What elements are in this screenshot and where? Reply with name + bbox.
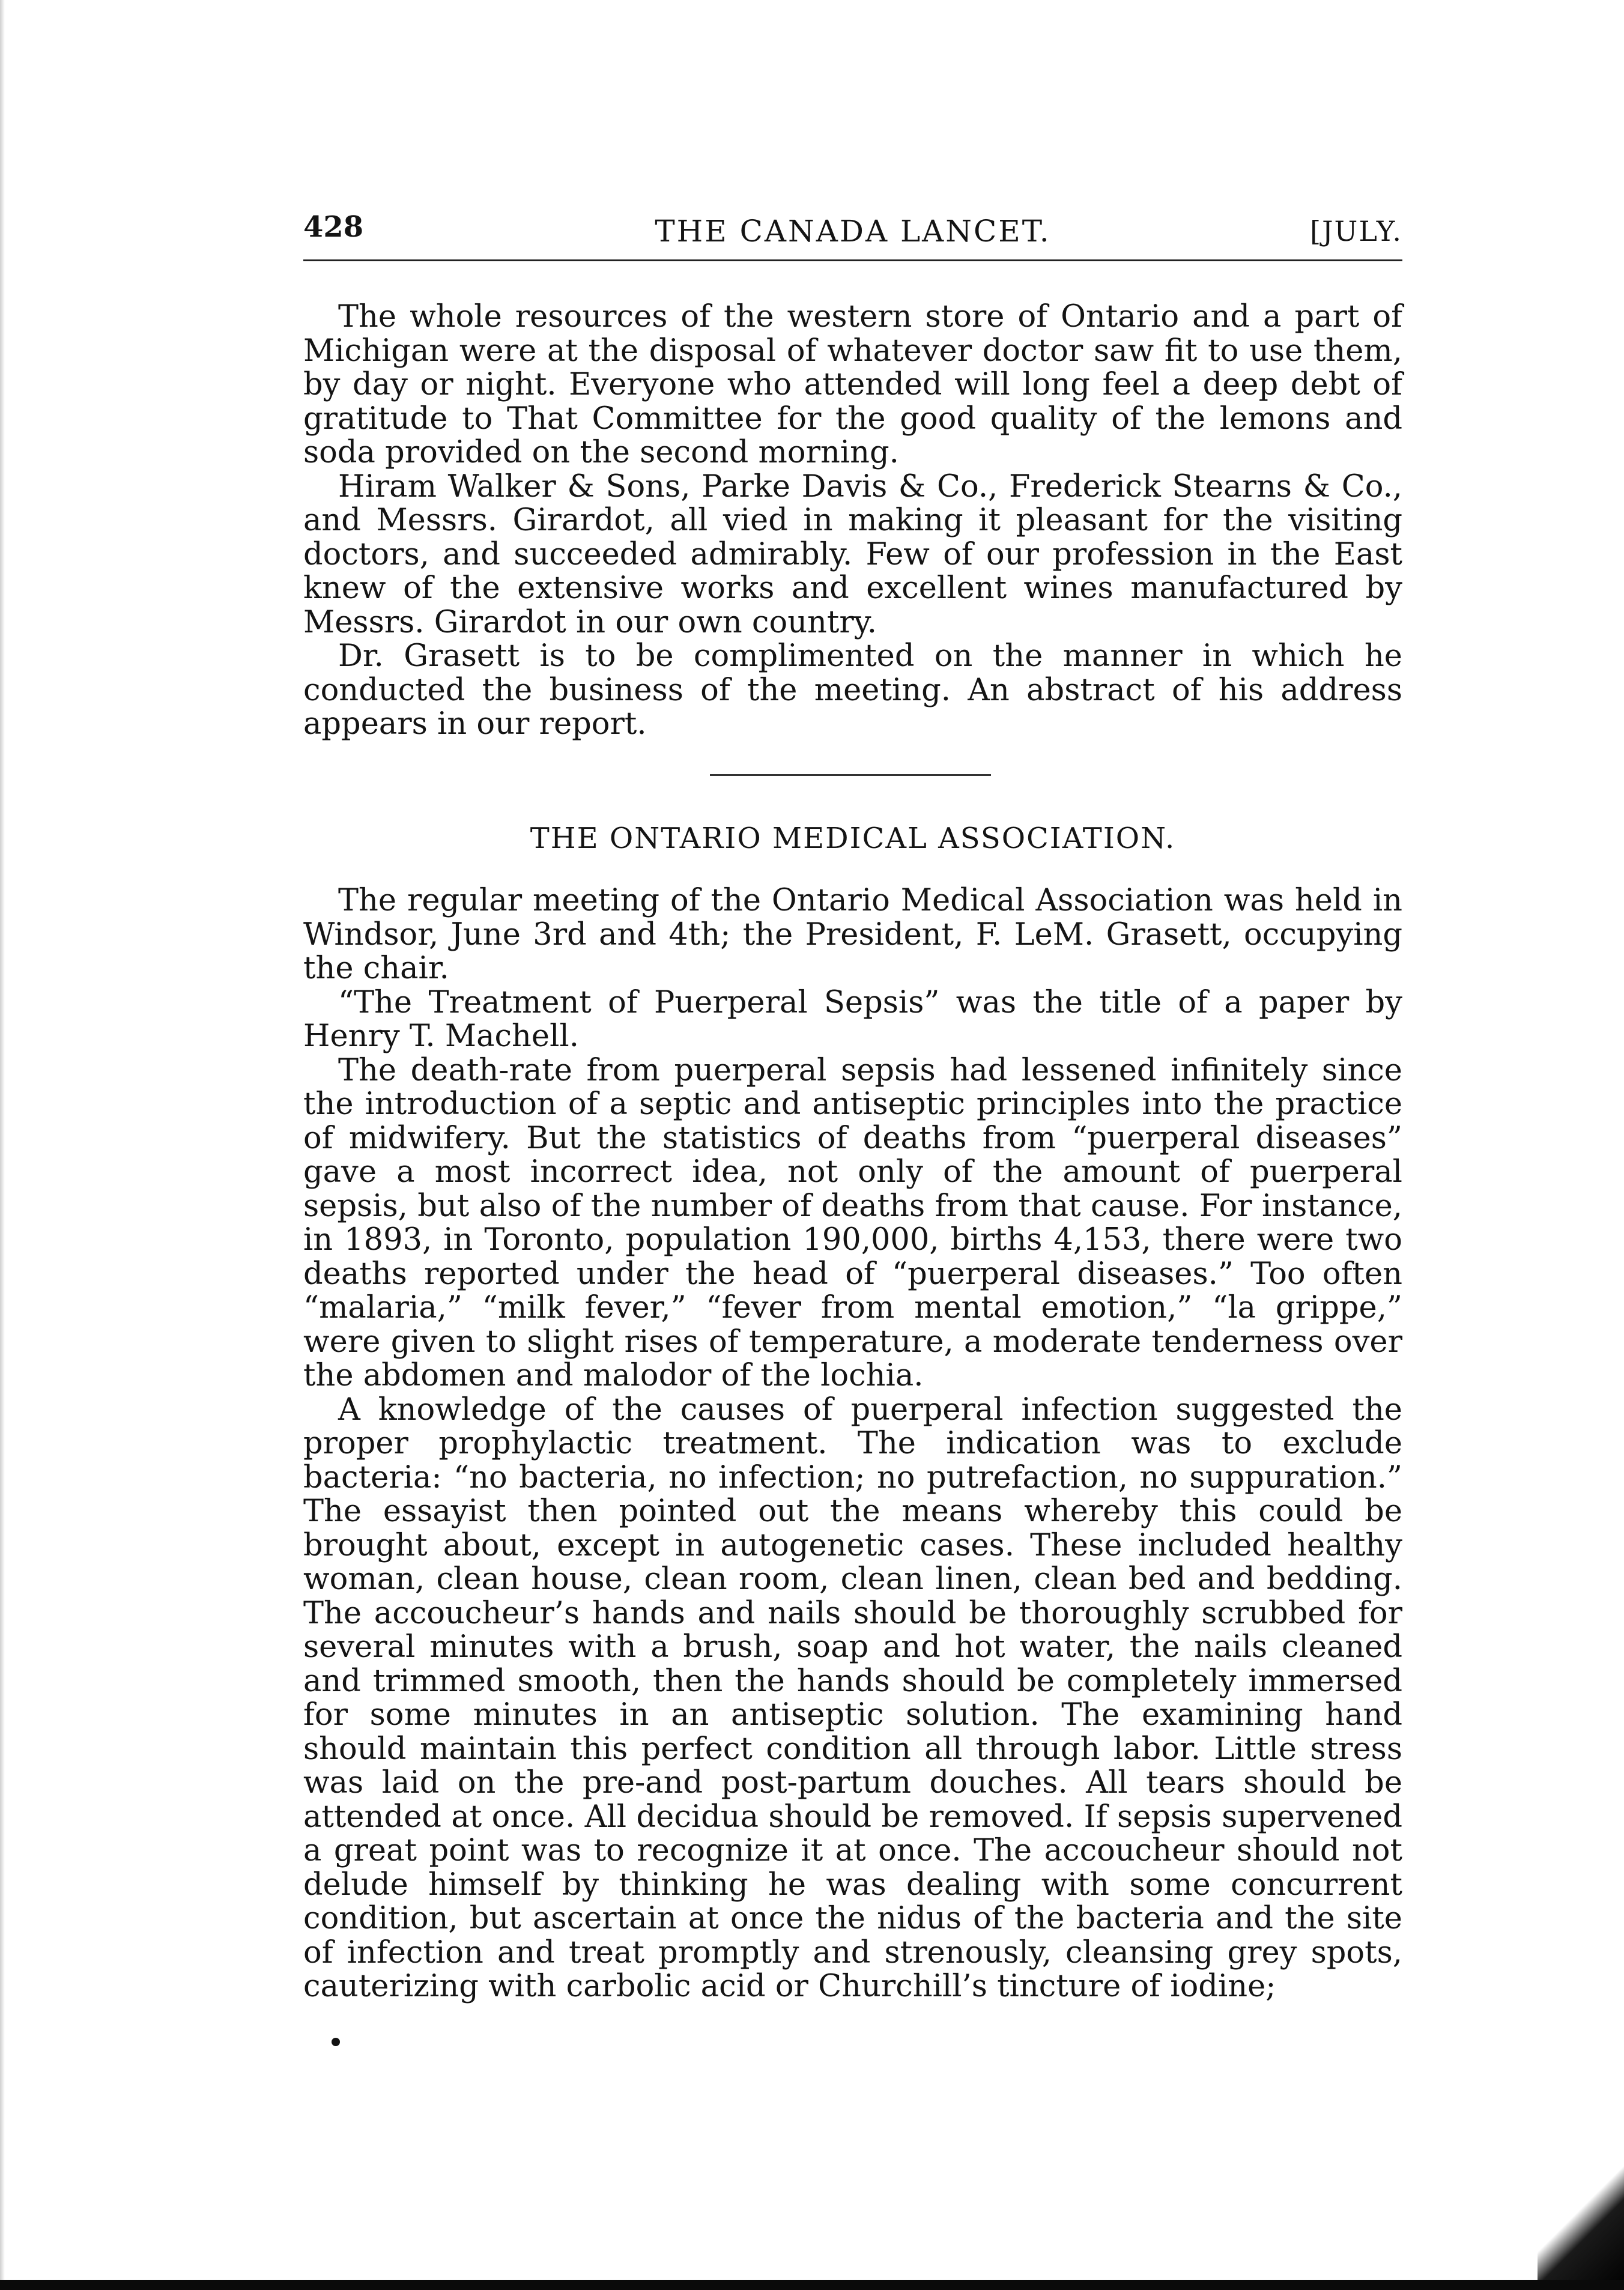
running-header [303, 203, 1402, 263]
paragraph: “The Treatment of Puerperal Sepsis” was the title of a paper by Henry T. Machell. [303, 984, 1402, 1054]
journal-title: THE CANADA LANCET. [655, 214, 1051, 249]
ink-mark [332, 2038, 340, 2046]
header-rule [303, 259, 1402, 261]
page-left-edge [0, 0, 5, 2290]
paragraph: The death-rate from puerperal sepsis had lessened infinitely since the introduction of a septic and antiseptic principles into the practice of midwifery. But the statistics of deaths from “puerperal diseases” gave a most incorrect idea, not only of the amount of puerperal sepsis, but also of the number of deaths from that cause. For instance, in 1893, in Toronto, population 190,000, births 4,153, there were two deaths reported under the head of “puerperal diseases.” Too often “malaria,” “milk fever,” “fever from mental emotion,” “la grippe,” were given to slight rises of temperature, a moderate tenderness over the abdomen and malodor of the lochia. [303, 1052, 1402, 1393]
ontario-medical-association-section [303, 884, 1402, 2004]
section-divider [710, 774, 991, 776]
paragraph: A knowledge of the causes of puerperal infection suggested the proper prophylactic treatment. The indication was to exclude bacteria: “no bacteria, no infection; no putrefaction, no suppuration.” The essayist then pointed out the means whereby this could be brought about, except in autogenetic cases. These included healthy woman, clean house, clean room, clean linen, clean bed and bedding. The accoucheur’s hands and nails should be thoroughly scrubbed for several minutes with a brush, soap and hot water, the nails cleaned and trimmed smooth, then the hands should be completely immersed for some minutes in an antiseptic solution. The examining hand should maintain this perfect condition all through labor. Little stress was laid on the pre-and post-partum douches. All tears should be attended at once. All decidua should be removed. If sepsis supervened a great point was to recognize it at once. The accoucheur should not delude himself by thinking he was dealing with some concurrent condition, but ascertain at once the nidus of the bacteria and the site of infection and treat promptly and strenously, cleansing grey spots, cauterizing with carbolic acid or Churchill’s tincture of iodine; [303, 1392, 1402, 2004]
paragraph: The whole resources of the western store of Ontario and a part of Michigan were at the disposal of whatever doctor saw fit to use them, by day or night. Everyone who attended will long feel a deep debt of gratitude to That Committee for the good quality of the lemons and soda provided on the second morning. [303, 299, 1402, 470]
paragraph: The regular meeting of the Ontario Medical Association was held in Windsor, June 3rd and 4th; the President, F. LeM. Grasett, occupying the chair. [303, 883, 1402, 986]
binding-shadow [1538, 2150, 1624, 2290]
issue-month: [JULY. [1310, 215, 1402, 247]
committee-thanks-section [303, 300, 1402, 742]
paragraph: Dr. Grasett is to be complimented on the manner in which he conducted the business of the meeting. An abstract of his address appears in our report. [303, 638, 1402, 742]
section-heading: THE ONTARIO MEDICAL ASSOCIATION. [530, 822, 1176, 855]
paragraph: Hiram Walker & Sons, Parke Davis & Co., Frederick Stearns & Co., and Messrs. Girardot, all vied in making it pleasant for the visiting doctors, and succeeded admirably. Few of our profession in the East knew of the extensive works and excellent wines manufactured by Messrs. Girardot in our own country. [303, 468, 1402, 640]
page-number: 428 [303, 210, 364, 244]
page-bottom-edge [0, 2280, 1624, 2290]
